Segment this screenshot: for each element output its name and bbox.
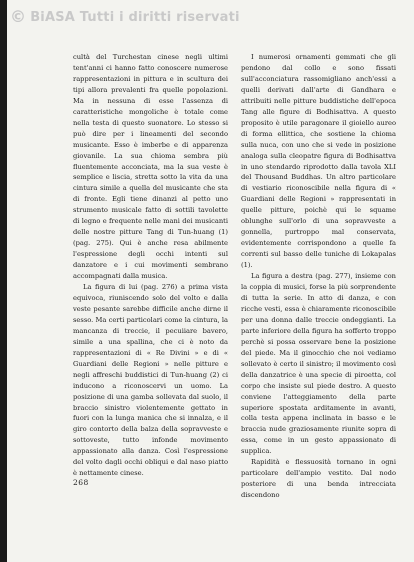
scan-edge (0, 0, 7, 562)
watermark (10, 5, 240, 29)
right-column (241, 52, 396, 501)
paragraph: Rapidità e flessuosità tornano in ogni particolare dell'ampio vestito. Dal nodo posteriore di una benda intrecciata discendono (241, 458, 396, 500)
page-number: 268 (73, 478, 89, 487)
copyright-icon: © (10, 7, 27, 26)
watermark-text: BiASA Tutti i diritti riservati (30, 9, 240, 25)
paragraph: I numerosi ornamenti gemmati che gli pendono dal collo e sono fissati sull'acconciatura rassomigliano anch'essi a quelli derivati dall'arte di Gandhara e attribuiti nelle pitture buddistiche dell'epoca Tang alle figure di Bodhisattva. A questo proposito è utile paragonare il gioiello aureo di forma ellittica, che sostiene la chioma sulla nuca, con uno che si vede in posizione analoga sulla cleopatre figura di Bodhisattva in uno stendardo riprodotto dalla tavola XLI del Thousand Buddhas. Un altro particolare di vestiario riconoscibile nella figura di « Guardiani delle Regioni » rappresentati in quelle pitture, poichè qui le squame oblunghe sull'orlo di una sopravveste a gonnella, purtroppo mal conservata, evidentemente corrispondono a quelle fa correnti sul basso delle tuniche di Lokapalas (1). (241, 53, 396, 270)
paragraph: La figura di lui (pag. 276) a prima vista equivoca, riuniscendo solo del volto e dalla veste pesante sarebbe difficile anche dirne il sesso. Ma certi particolari come la cintura, la mancanza di treccie, il pecuiiare bavero, simile a una spallina, che ci è noto da rappresentazioni di « Re Divini » e di « Guardiani delle Regioni » nelle pitture e negli affreschi buddistici di Tun-huang (2) ci inducono a riconoscervi un uomo. La posizione di una gamba sollevata dal suolo, il braccio sinistro violentemente gettato in fuori con la lunga manica che si innalza, e il giro contorto della balza della sopravveste e sottoveste, tutto infonde movimento appassionato alla danza. Così l'espressione del volto dagli occhi obliqui e dal naso piatto è nettamente cinese. (73, 283, 228, 478)
paragraph: cultà del Turchestan cinese negli ultimi tent'anni ci hanno fatto conoscere numerose rappresentazioni in pittura e in scultura dei tipi allora prevalenti fra quelle popolazioni. Ma in nessuna di esse l'assenza di caratteristiche mongoliche è totale come nella testa di questo suonatore. Lo stesso si può dire per i lineamenti del secondo musicante. Esso è imberbe e di apparenza giovanile. La sua chioma sembra più fluentemente acconciata, ma la sua veste è semplice e liscia, stretta sotto la vita da una cintura simile a quella del musicante che sta di fronte. Egli tiene dinanzi al petto uno strumento musicale fatto di sottili tavolette di legno e frequente nelle mani dei musicanti delle nostre pitture Tang di Tun-huang (1) (pag. 275). Qui è anche resa abilmente l'espressione degli occhi intenti sul danzatore e i cui movimenti sembrano accompagnati dalla musica. (73, 53, 228, 281)
left-column (73, 52, 228, 479)
paragraph: La figura a destra (pag. 277), insieme con la coppia di musici, forse la più sorprendente di tutta la serie. In atto di danza, e con ricche vesti, essa è chiaramente riconoscibile per una donna dalle treccie ondeggianti. La parte inferiore della figura ha sofferto troppo perchè si possa osservare bene la posizione del piede. Ma il ginocchio che noi vediamo sollevato è certo il sinistro; il movimento così della danzatrice è una specie di piroetta, col corpo che insiste sul piede destro. A questo conviene l'atteggiamento della parte superiore spostata arditamente in avanti, colla testa appena inclinata in basso e le braccia nude graziosamente riunite sopra di essa, come in un gesto appassionato di supplica. (241, 272, 396, 456)
